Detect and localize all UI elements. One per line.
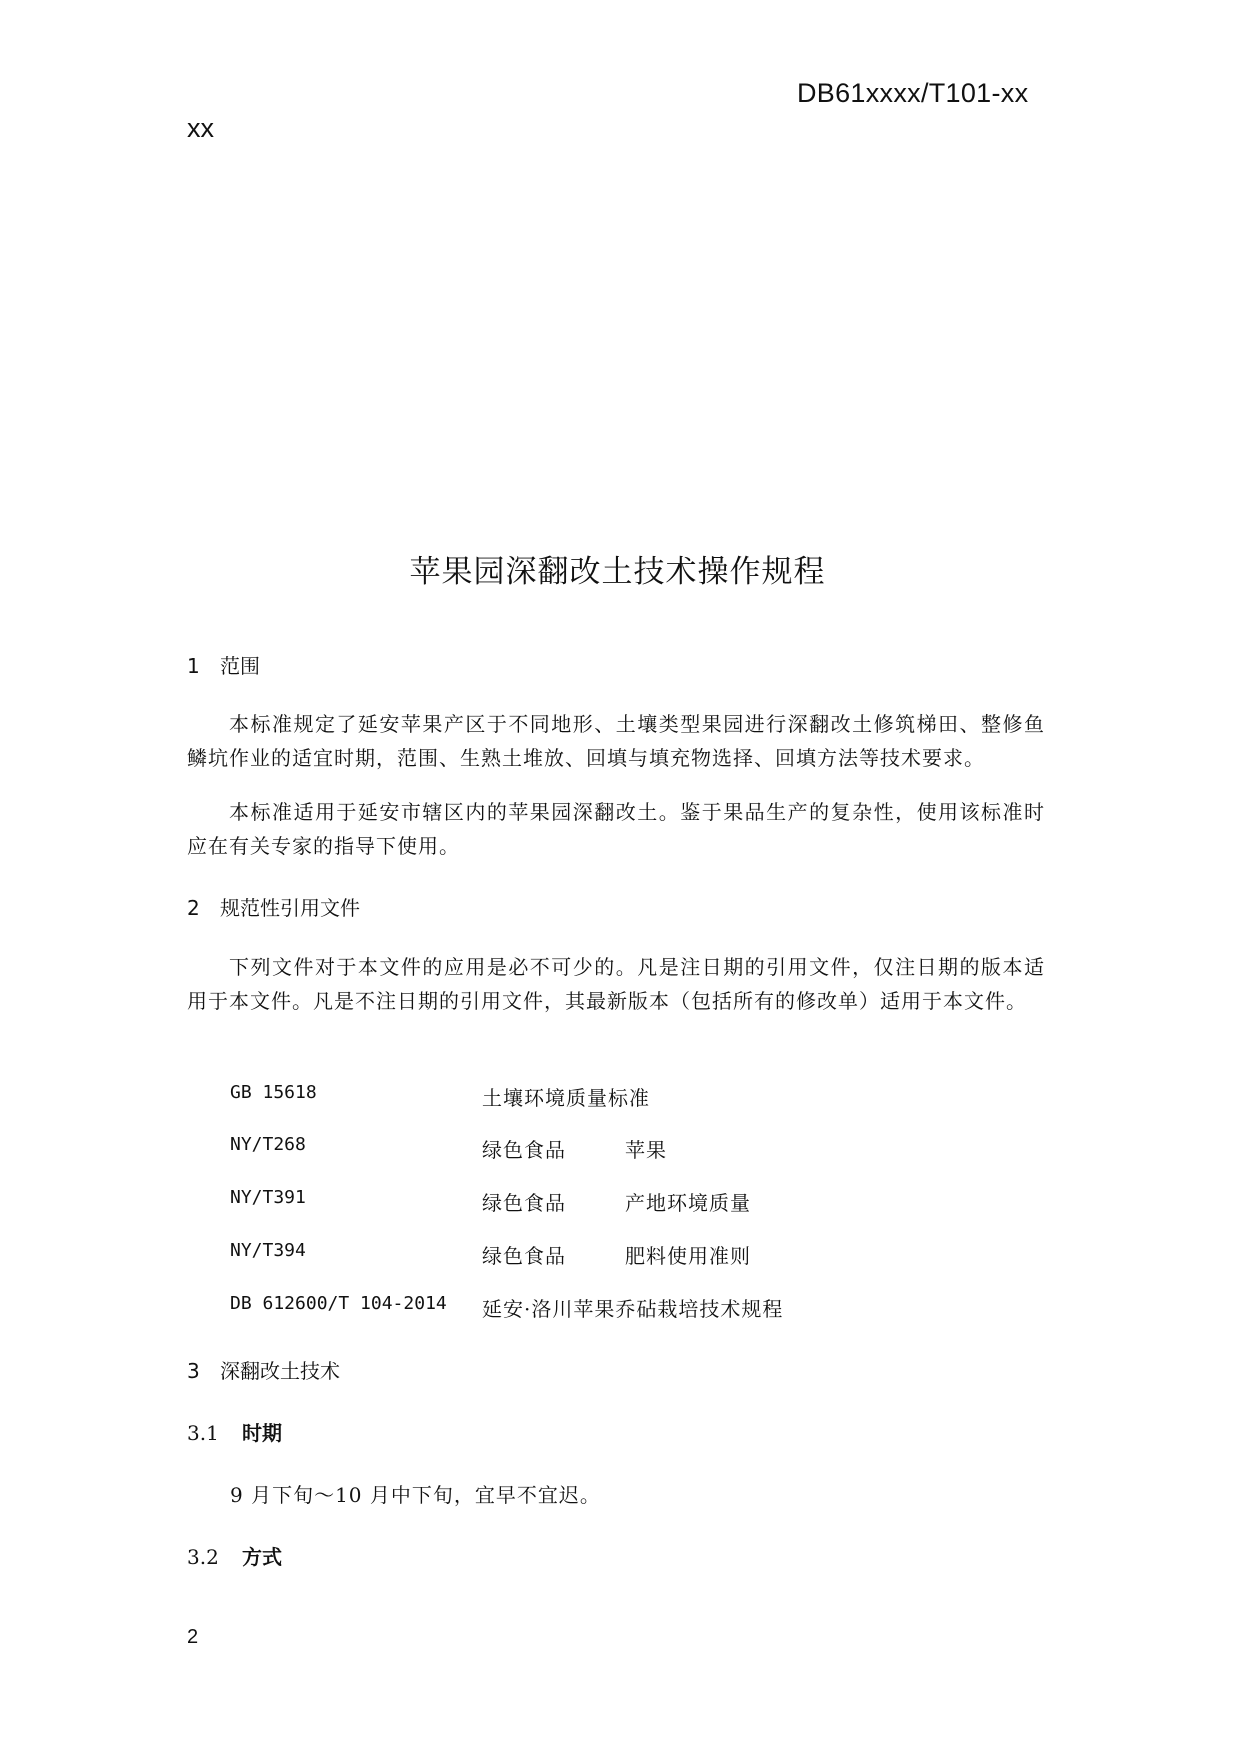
section-label: 范围 bbox=[220, 654, 260, 678]
subsection-heading-method bbox=[187, 1541, 282, 1570]
section-number: 3 bbox=[187, 1359, 200, 1383]
section-label: 规范性引用文件 bbox=[220, 896, 360, 920]
reference-title: 绿色食品 bbox=[482, 1191, 566, 1215]
section-heading-deep-tillage bbox=[187, 1355, 340, 1384]
scope-paragraph-1: 本标准规定了延安苹果产区于不同地形、土壤类型果园进行深翻改土修筑梯田、整修鱼鳞坑作业的适宜时期，范围、生熟土堆放、回填与填充物选择、回填方法等技术要求。 bbox=[187, 712, 1045, 770]
section-heading-normative-references bbox=[187, 892, 360, 921]
subsection-number: 3.1 bbox=[187, 1421, 219, 1445]
standard-code: DB61xxxx/T101-xx bbox=[797, 78, 1029, 108]
section-number: 2 bbox=[187, 896, 200, 920]
subsection-label: 方式 bbox=[242, 1545, 282, 1569]
subsection-label: 时期 bbox=[242, 1421, 282, 1445]
document-title: 苹果园深翻改土技术操作规程 bbox=[409, 554, 826, 590]
subsection-heading-timing bbox=[187, 1417, 282, 1446]
reference-title: 延安·洛川苹果乔砧栽培技术规程 bbox=[482, 1297, 784, 1321]
standard-code-continuation: xx bbox=[187, 113, 214, 143]
reference-title: 绿色食品 bbox=[482, 1138, 566, 1162]
section-label: 深翻改土技术 bbox=[220, 1359, 340, 1383]
references-paragraph: 下列文件对于本文件的应用是必不可少的。凡是注日期的引用文件，仅注日期的版本适用于本文件。凡是不注日期的引用文件，其最新版本（包括所有的修改单）适用于本文件。 bbox=[187, 955, 1045, 1013]
timing-text: 9 月下旬～10 月中下旬，宜早不宜迟。 bbox=[230, 1483, 601, 1507]
reference-subtitle: 肥料使用准则 bbox=[625, 1244, 751, 1268]
reference-title: 土壤环境质量标准 bbox=[482, 1086, 650, 1110]
reference-code: DB 612600/T 104-2014 bbox=[230, 1293, 447, 1314]
reference-title: 绿色食品 bbox=[482, 1244, 566, 1268]
section-heading-scope bbox=[187, 650, 260, 679]
reference-code: NY/T394 bbox=[230, 1240, 306, 1261]
section-number: 1 bbox=[187, 654, 200, 678]
subsection-number: 3.2 bbox=[187, 1545, 219, 1569]
reference-code: NY/T391 bbox=[230, 1187, 306, 1208]
reference-code: NY/T268 bbox=[230, 1134, 306, 1155]
scope-paragraph-2: 本标准适用于延安市辖区内的苹果园深翻改土。鉴于果品生产的复杂性，使用该标准时应在有关专家的指导下使用。 bbox=[187, 800, 1045, 858]
reference-code: GB 15618 bbox=[230, 1082, 317, 1103]
reference-subtitle: 苹果 bbox=[625, 1138, 667, 1162]
page-number: 2 bbox=[187, 1626, 199, 1648]
reference-subtitle: 产地环境质量 bbox=[625, 1191, 751, 1215]
